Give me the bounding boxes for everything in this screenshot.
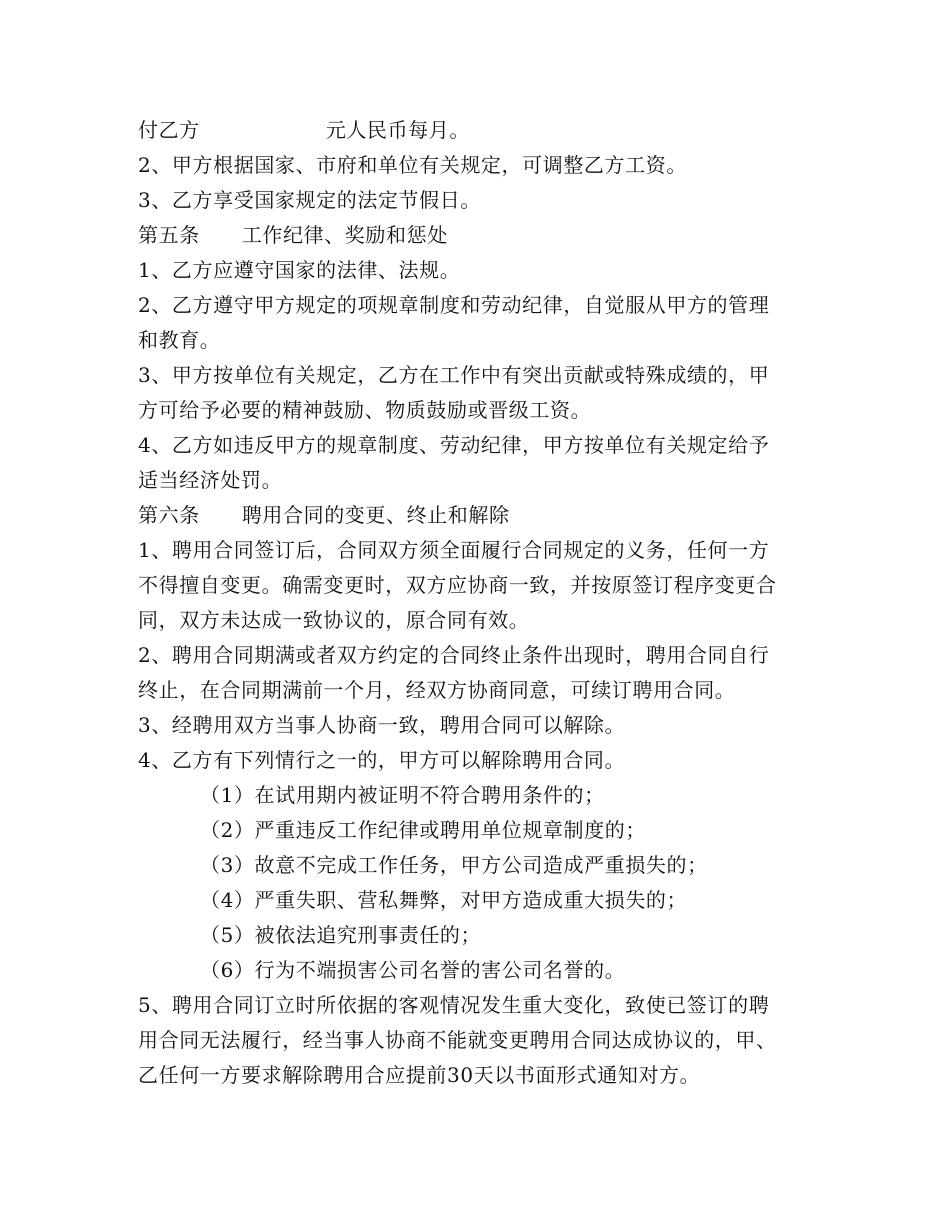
article-title: 聘用合同的变更、终止和解除 (241, 503, 510, 527)
text-line: 方可给予必要的精神鼓励、物质鼓励或晋级工资。 (138, 398, 592, 422)
section-heading (138, 498, 818, 533)
list-item: （5）被依法追究刑事责任的； (200, 923, 482, 947)
article-number: 第六条 (138, 503, 200, 527)
text-line: 4、乙方如违反甲方的规章制度、劳动纪律，甲方按单位有关规定给予 (138, 433, 770, 457)
text-line: 用合同无法履行，经当事人协商不能就变更聘用合同达成协议的，甲、 (138, 1028, 777, 1052)
text-line: 2、乙方遵守甲方规定的项规章制度和劳动纪律，自觉服从甲方的管理 (138, 293, 770, 317)
text-line: 终止，在合同期满前一个月，经双方协商同意，可续订聘用合同。 (138, 678, 736, 702)
article-title: 工作纪律、奖励和惩处 (241, 223, 448, 247)
text-line: 同，双方未达成一致协议的，原合同有效。 (138, 608, 530, 632)
text-line: 3、经聘用双方当事人协商一致，聘用合同可以解除。 (138, 713, 626, 737)
list-item: （6）行为不端损害公司名誉的害公司名誉的。 (200, 958, 626, 982)
article-number: 第五条 (138, 223, 200, 247)
list-item: （1）在试用期内被证明不符合聘用条件的； (200, 783, 605, 807)
text-line: 2、甲方根据国家、市府和单位有关规定，可调整乙方工资。 (138, 153, 687, 177)
text-line: 1、乙方应遵守国家的法律、法规。 (138, 258, 461, 282)
text-line: 1、聘用合同签订后，合同双方须全面履行合同规定的义务，任何一方 (138, 538, 770, 562)
text-line: 乙任何一方要求解除聘用合应提前30天以书面形式通知对方。 (138, 1063, 701, 1087)
text-line: 2、聘用合同期满或者双方约定的合同终止条件出现时，聘用合同自行 (138, 643, 770, 667)
text-line: 3、乙方享受国家规定的法定节假日。 (138, 188, 481, 212)
text-line: 5、聘用合同订立时所依据的客观情况发生重大变化，致使已签订的聘 (138, 993, 770, 1017)
text-line (138, 113, 818, 148)
text-line: 不得擅自变更。确需变更时，双方应协商一致，并按原签订程序变更合 (138, 573, 777, 597)
text-fragment: 付乙方 (138, 118, 200, 142)
list-item: （2）严重违反工作纪律或聘用单位规章制度的； (200, 818, 646, 842)
list-item: （3）故意不完成工作任务，甲方公司造成严重损失的； (200, 853, 708, 877)
text-line: 3、甲方按单位有关规定，乙方在工作中有突出贡献或特殊成绩的，甲 (138, 363, 770, 387)
list-item: （4）严重失职、营私舞弊，对甲方造成重大损失的； (200, 888, 688, 912)
text-line: 适当经济处罚。 (138, 468, 283, 492)
text-fragment: 元人民币每月。 (325, 118, 471, 142)
document-page (138, 113, 818, 1093)
text-line: 和教育。 (138, 328, 221, 352)
section-heading (138, 218, 818, 253)
text-line: 4、乙方有下列情行之一的，甲方可以解除聘用合同。 (138, 748, 626, 772)
